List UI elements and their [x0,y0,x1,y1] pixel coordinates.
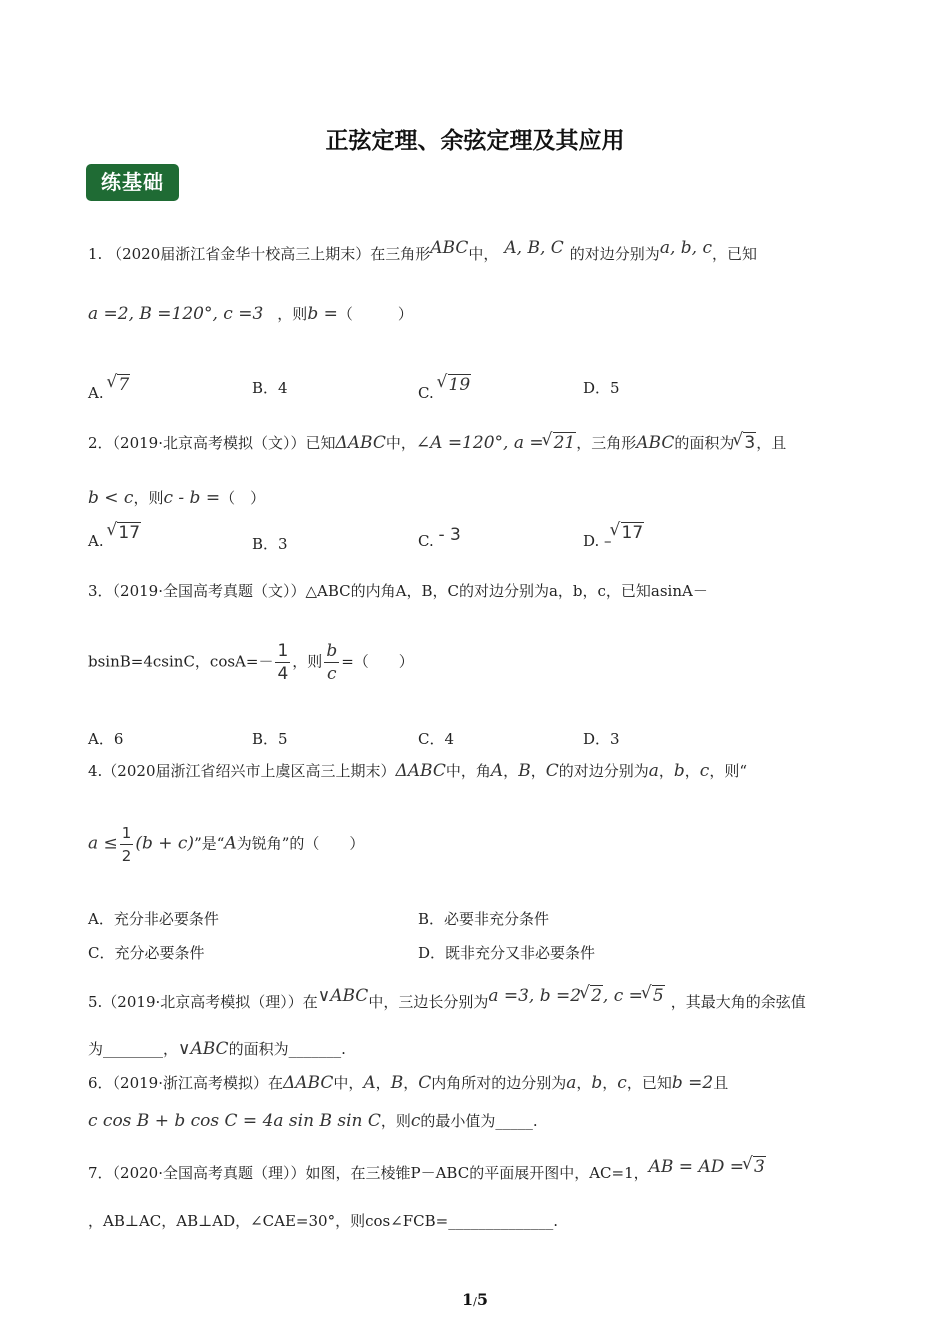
math-condition [649,1157,766,1177]
question-source: 2．（2019·北京高考模拟（文））已知 [88,434,336,452]
text: 中， [468,245,499,263]
total-pages: 5 [476,1290,488,1309]
page-separator: / [473,1295,477,1308]
page-number [0,1290,950,1309]
math-equation: c cos B + b cos C = 4a sin B sin C [88,1111,381,1131]
text: ，则 [277,305,308,323]
math-condition: ∠A =120°, a = [415,433,544,453]
math-c: c [699,761,710,781]
fraction [275,640,290,685]
option-b: B．3 [252,535,288,553]
fraction-numerator: b [326,641,338,661]
question-source: 5.（2019·北京高考模拟（理））在 [88,993,318,1011]
option-d: D．既非充分又非必要条件 [418,944,596,962]
option-label: C. [418,532,434,550]
question-1-line-1 [88,238,757,264]
option-value: 7 [118,375,130,395]
math-expression: c - b = [163,488,221,508]
option-value: 17 [118,523,141,543]
math-B: B [518,761,531,781]
math-b: b = [307,304,338,324]
math-triangle: ΔABC [395,761,446,781]
fraction-denominator: 2 [121,847,132,865]
question-5-line-1 [88,986,806,1012]
option-c [418,525,461,550]
fraction-numerator: 1 [277,641,289,661]
question-6-line-2 [88,1110,538,1131]
math-a: a [648,761,659,781]
option-label: A. [88,384,104,402]
sqrt [439,375,472,395]
text: 内角所对的边分别为 [431,1074,567,1092]
math-text: AB = AD = [648,1157,745,1177]
text: 中，三边长分别为 [368,993,489,1011]
question-7-line-2: ，AB⊥AC，AB⊥AD，∠CAE=30°，则cos∠FCB=______________. [88,1212,559,1230]
text: ，其最大角的余弦值 [670,993,806,1011]
question-number: 1. [88,245,103,263]
math-a: a [566,1073,577,1093]
question-source: 6．（2019·浙江高考模拟）在 [88,1074,283,1092]
option-value: 19 [448,375,471,395]
math-sides: a, b, c [659,238,712,258]
text: 中， [385,434,416,452]
fraction-denominator: 4 [277,664,289,684]
question-2-line-2 [88,487,265,508]
sqrt-value: 5 [652,986,664,1006]
current-page: 1 [462,1290,474,1309]
sqrt [108,375,130,395]
sqrt [544,433,577,453]
text: ，且 [756,434,787,452]
math-B: B [390,1073,404,1093]
page-title: 正弦定理、余弦定理及其应用 [325,128,625,154]
text: ，则“ [709,762,747,780]
question-3-line-2 [88,640,414,685]
text: 的对边分别为 [569,245,660,263]
text: ，三角形 [576,434,637,452]
answer-blank: 为________， [88,1040,179,1058]
text: 中，角 [445,762,491,780]
text: ”是“ [194,834,225,853]
sqrt [734,433,756,453]
sqrt-value: 21 [553,433,576,453]
math-condition: a =2, B =120°, c =3 [88,304,264,324]
math-A: A [224,833,237,854]
text: bsinB=4csinC，cosA=－ [88,652,274,671]
answer-blank: 的面积为_______. [228,1040,346,1058]
math-condition: b =2 [671,1073,714,1093]
sqrt-value: 3 [754,1157,765,1177]
sqrt [108,523,141,543]
fraction-numerator: 1 [120,822,134,845]
option-d: D．3 [583,730,620,748]
math-b: b [591,1073,603,1093]
math-A: A [363,1073,376,1093]
math-sides [488,986,664,1006]
option-c [418,375,471,402]
math-text: , c = [602,986,643,1006]
answer-blank: =（ ） [341,652,414,671]
option-a: A．6 [88,730,124,748]
math-C: C [418,1073,432,1093]
text: ，则 [380,1112,411,1130]
option-a [88,375,130,402]
math-triangle: ΔABC [335,433,386,453]
answer-blank: 的最小值为_____. [420,1112,538,1130]
math-inequality: b < c [88,488,134,508]
math-c: c [410,1111,421,1131]
question-4-line-2 [88,822,364,867]
math-condition: (b + c) [135,833,195,854]
option-value: 17 [621,523,644,543]
question-source: 7．（2020·全国高考真题（理））如图，在三棱锥P－ABC的平面展开图中，AC=1， [88,1164,649,1182]
option-a [88,523,141,550]
option-d: D．5 [583,379,620,397]
option-b: B．4 [252,379,288,397]
text: ，已知 [711,245,757,263]
option-c: C．充分必要条件 [88,944,205,962]
math-A: A [490,761,504,781]
math-condition: a ≤ [88,833,118,854]
section-badge: 练基础 [86,164,179,201]
text: ，则 [292,652,323,671]
option-value: - 3 [438,525,461,545]
option-label: D. – [583,532,612,550]
math-C: C [545,761,559,781]
question-5-line-2 [88,1038,346,1059]
text: ，已知 [626,1074,672,1092]
question-3-line-1: 3．（2019·全国高考真题（文））△ABC的内角A，B，C的对边分别为a，b，c，已知asinA－ [88,582,708,600]
text: 为锐角”的（ ） [236,834,365,853]
question-6-line-1: 6．（2019·浙江高考模拟）在ΔABC中，A，B，C内角所对的边分别为a，b，c，已知b =2且 [88,1073,729,1093]
question-2-line-1 [88,432,786,453]
math-triangle: ∨ABC [317,986,369,1006]
fraction-denominator: c [326,664,337,684]
sqrt [643,986,665,1006]
option-b: B．5 [252,730,288,748]
question-7-line-1 [88,1157,766,1183]
sqrt-value: 3 [744,433,756,453]
text: 中， [333,1074,364,1092]
math-text: a =3, b =2 [488,986,582,1006]
question-source: （2020届浙江省金华十校高三上期末）在三角形 [107,245,431,263]
question-4-line-1: 4.（2020届浙江省绍兴市上虞区高三上期末）ΔABC中，角A，B，C的对边分别为a，b，c，则“ [88,761,747,781]
question-source: 4.（2020届浙江省绍兴市上虞区高三上期末） [88,762,396,780]
math-abc: ABC [430,238,469,258]
question-1-line-2 [88,303,413,324]
sqrt-value: 2 [591,986,602,1006]
option-label: A. [88,532,104,550]
math-triangle: ∨ABC [178,1039,229,1059]
sqrt [744,1157,766,1177]
fraction [324,640,339,685]
option-c: C．4 [418,730,455,748]
option-a: A．充分非必要条件 [88,910,219,928]
text: 的对边分别为 [558,762,649,780]
answer-blank: （ ） [337,305,413,323]
text: 的面积为 [674,434,735,452]
option-label: C. [418,384,434,402]
answer-blank: （ ） [220,489,266,507]
math-abc: ABC [636,433,675,453]
option-d [583,523,644,550]
math-triangle: ΔABC [283,1073,334,1093]
math-c: c [617,1073,627,1093]
text: 且 [713,1074,729,1092]
math-vertices: A, B, C [504,238,564,258]
sqrt [612,523,645,543]
fraction [120,822,134,867]
option-b: B．必要非充分条件 [418,910,550,928]
sqrt [581,986,603,1006]
text: ，则 [133,489,164,507]
math-b: b [673,761,685,781]
